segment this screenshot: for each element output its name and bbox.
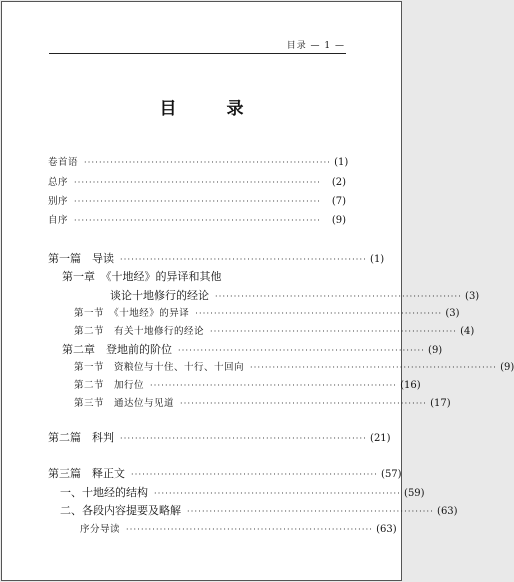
toc-entry-part[interactable]	[2, 431, 401, 445]
toc-entry-label: 第一节 《十地经》的异译	[74, 308, 190, 319]
toc-page-number: (2)	[331, 177, 346, 188]
toc-leader-dots: ··································································	[210, 327, 458, 336]
toc-leader-dots: ··································································	[187, 507, 435, 516]
toc-entry-section[interactable]	[2, 379, 421, 393]
toc-leader-dots: ··································································	[178, 346, 426, 355]
toc-entry-chapter[interactable]	[2, 486, 425, 500]
toc-entry-label: 谈论十地修行的经论	[110, 289, 209, 302]
toc-entry-label: 一、十地经的结构	[60, 486, 148, 499]
toc-leader-dots: ··································································	[74, 197, 322, 206]
toc-entry[interactable]	[2, 214, 401, 228]
book-page	[1, 1, 514, 581]
toc-entry[interactable]	[2, 156, 401, 170]
toc-page-number: (63)	[376, 524, 397, 535]
toc-entry-section[interactable]	[2, 523, 401, 537]
toc-leader-dots: ··································································	[154, 489, 402, 498]
toc-entry-label: 第三篇 释正文	[48, 467, 125, 480]
toc-entry-chapter[interactable]	[2, 504, 458, 518]
toc-entry-chapter[interactable]	[2, 343, 443, 357]
toc-leader-dots: ··································································	[250, 363, 498, 372]
running-head	[2, 40, 401, 54]
toc-entry-label: 别序	[48, 196, 69, 207]
toc-page-number: (9)	[500, 362, 514, 373]
toc-entry-section[interactable]	[2, 397, 451, 411]
toc-entry-chapter[interactable]	[2, 270, 401, 284]
toc-page-number: (1)	[370, 254, 385, 265]
toc-leader-dots: ··································································	[131, 470, 379, 479]
toc-entry-label: 第二节 加行位	[74, 380, 145, 391]
toc-leader-dots: ··································································	[180, 399, 428, 408]
running-head-text: 目录 — 1 —	[286, 41, 345, 51]
toc-page-number: (57)	[381, 469, 402, 480]
toc-page-number: (21)	[370, 433, 391, 444]
toc-entry-part[interactable]	[2, 252, 401, 266]
toc-leader-dots: ··································································	[215, 292, 463, 301]
toc-page-number: (3)	[445, 308, 460, 319]
toc-entry-label: 自序	[48, 215, 69, 226]
toc-entry-label: 第二节 有关十地修行的经论	[74, 326, 205, 337]
toc-page-number: (63)	[437, 506, 458, 517]
toc-page-number: (1)	[334, 157, 349, 168]
toc-leader-dots: ··································································	[84, 158, 332, 167]
toc-page-number: (16)	[400, 380, 421, 391]
toc-entry-label: 序分导读	[80, 524, 121, 535]
toc-entry-part[interactable]	[2, 467, 401, 481]
toc-entry-label: 总序	[48, 177, 69, 188]
toc-leader-dots: ··································································	[120, 255, 368, 264]
toc-leader-dots: ··································································	[120, 434, 368, 443]
toc-entry-label: 第二章 登地前的阶位	[62, 343, 172, 356]
toc-page-number: (9)	[428, 345, 443, 356]
toc-leader-dots: ··································································	[195, 309, 443, 318]
toc-entry-label: 卷首语	[48, 157, 79, 168]
page-title: 目 录	[159, 99, 266, 119]
toc-leader-dots: ··································································	[74, 216, 322, 225]
toc-entry-label: 第一篇 导读	[48, 252, 114, 265]
toc-page-number: (17)	[430, 398, 451, 409]
toc-entry-section[interactable]	[2, 325, 475, 339]
toc-page-number: (7)	[331, 196, 346, 207]
toc-entry-label: 第三节 通达位与见道	[74, 398, 175, 409]
toc-page-number: (9)	[331, 215, 346, 226]
toc-entry[interactable]	[2, 195, 401, 209]
toc-entry-section[interactable]	[2, 307, 460, 321]
toc-leader-dots: ··································································	[74, 178, 322, 187]
toc-entry-label: 第二篇 科判	[48, 431, 114, 444]
toc-entry-label: 二、各段内容提要及略解	[60, 504, 181, 517]
toc-entry-label: 第一节 资粮位与十住、十行、十回向	[74, 362, 245, 373]
toc-leader-dots: ··································································	[126, 525, 374, 534]
toc-entry-chapter-cont[interactable]	[2, 289, 480, 303]
toc-leader-dots: ··································································	[150, 381, 398, 390]
toc-entry-section[interactable]	[2, 361, 514, 375]
toc-entry[interactable]	[2, 176, 401, 190]
toc-page-number: (59)	[404, 488, 425, 499]
header-rule	[49, 53, 346, 54]
toc-entry-label: 第一章 《十地经》的异译和其他	[62, 270, 222, 283]
toc-page-number: (4)	[460, 326, 475, 337]
toc-page-number: (3)	[465, 291, 480, 302]
